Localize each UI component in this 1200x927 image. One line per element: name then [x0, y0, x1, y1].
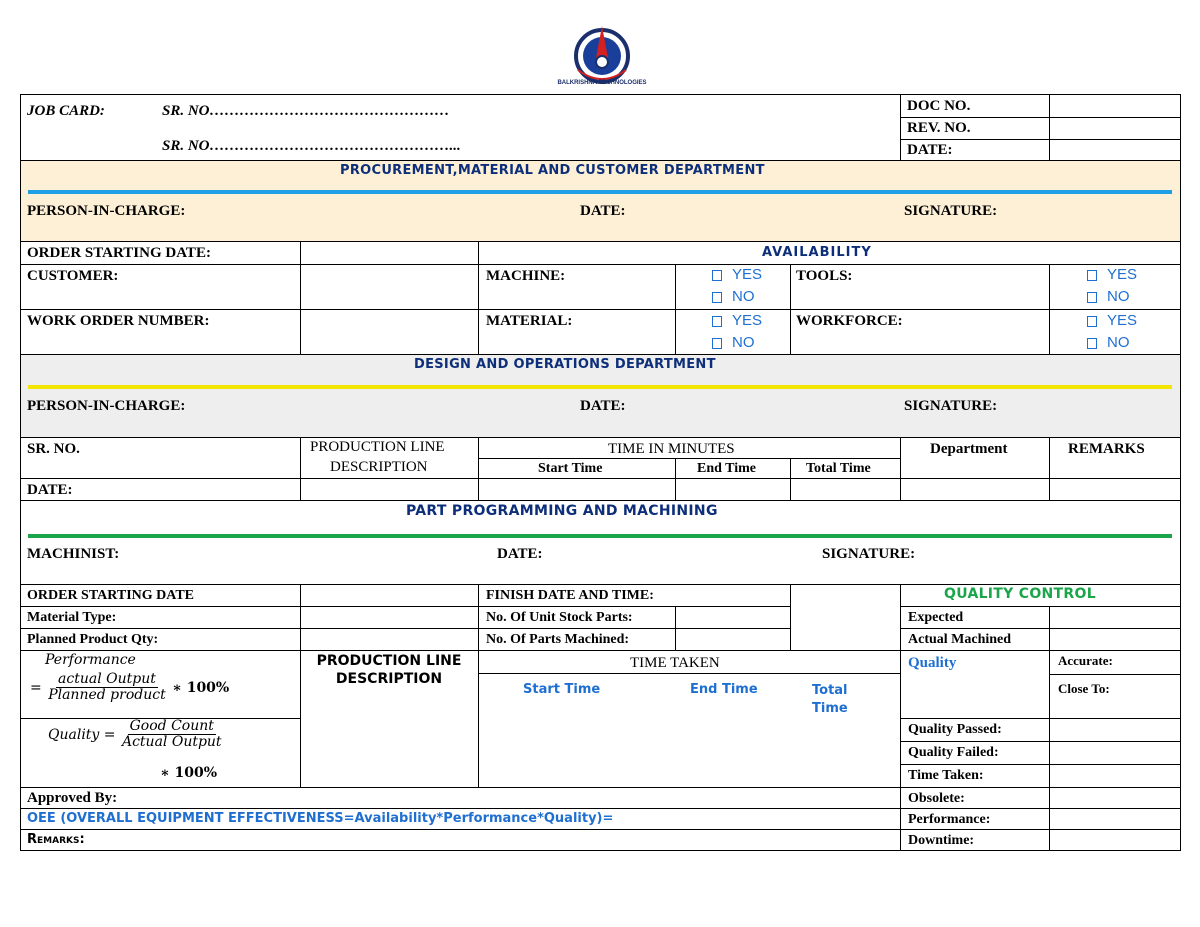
- quality-label: Quality: [908, 655, 957, 671]
- machine-no-checkbox[interactable]: NO: [712, 289, 755, 306]
- approved-by-label: Approved By:: [27, 790, 118, 806]
- performance-formula: = $\frac{\text{actual Output}}{\text{Planned product}}$ ∗ 100%: [30, 671, 230, 704]
- order-start-date-label: ORDER STARTING DATE: [27, 588, 195, 603]
- header-date-label: DATE:: [907, 142, 953, 158]
- mach-total-time-header: Total Time: [812, 683, 848, 717]
- actual-machined-label: Actual Machined: [908, 632, 1012, 647]
- work-order-label: WORK ORDER NUMBER:: [27, 313, 210, 329]
- quality-formula-mult: ∗ 100%: [160, 765, 218, 781]
- procurement-title: PROCUREMENT,MATERIAL AND CUSTOMER DEPARTMENT: [340, 163, 765, 178]
- doc-no-label: DOC NO.: [907, 98, 971, 114]
- workforce-label: WORKFORCE:: [796, 313, 903, 329]
- machining-signature-label: SIGNATURE:: [822, 546, 916, 562]
- sr-no-line-2[interactable]: SR. NO…………………………………………...: [162, 138, 461, 154]
- yellow-rule: [28, 385, 1172, 389]
- performance-label: Performance:: [908, 812, 991, 827]
- order-start-label: ORDER STARTING DATE:: [27, 245, 211, 261]
- time-in-minutes-header: TIME IN MINUTES: [608, 441, 735, 457]
- accurate-label: Accurate:: [1058, 653, 1113, 668]
- design-date-label: DATE:: [580, 398, 626, 414]
- design-title: DESIGN AND OPERATIONS DEPARTMENT: [414, 357, 716, 372]
- close-to-label: Close To:: [1058, 681, 1110, 696]
- design-person-label: PERSON-IN-CHARGE:: [27, 398, 186, 414]
- rev-no-label: REV. NO.: [907, 120, 971, 136]
- mach-end-time-header: End Time: [690, 682, 758, 697]
- performance-formula-label: Performance: [45, 652, 136, 668]
- material-type-label: Material Type:: [27, 610, 117, 625]
- quality-control-title: QUALITY CONTROL: [944, 586, 1096, 602]
- finish-date-label: FINISH DATE AND TIME:: [486, 588, 654, 603]
- machine-yes-checkbox[interactable]: YES: [712, 267, 762, 284]
- sr-no-column: SR. NO.: [27, 441, 80, 457]
- logo-caption: BALKRISHNA TECHNOLOGIES: [557, 80, 647, 86]
- end-time-header: End Time: [697, 461, 757, 476]
- start-time-header: Start Time: [538, 461, 603, 476]
- green-rule: [28, 534, 1172, 538]
- material-no-checkbox[interactable]: NO: [712, 335, 755, 352]
- production-line-header-2: DESCRIPTION: [330, 459, 428, 475]
- procurement-date-label: DATE:: [580, 203, 626, 219]
- obsolete-label: Obsolete:: [908, 791, 965, 806]
- oee-formula: OEE (OVERALL EQUIPMENT EFFECTIVENESS=Availability*Performance*Quality)=: [27, 811, 614, 826]
- procurement-signature-label: SIGNATURE:: [904, 203, 998, 219]
- mach-start-time-header: Start Time: [523, 682, 601, 697]
- production-line-header-1: PRODUCTION LINE: [310, 439, 445, 455]
- downtime-label: Downtime:: [908, 833, 975, 848]
- machining-date-label: DATE:: [497, 546, 543, 562]
- design-signature-label: SIGNATURE:: [904, 398, 998, 414]
- material-yes-checkbox[interactable]: YES: [712, 313, 762, 330]
- machine-label: MACHINE:: [486, 268, 566, 284]
- tools-no-checkbox[interactable]: NO: [1087, 289, 1130, 306]
- parts-machined-label: No. Of Parts Machined:: [486, 632, 630, 647]
- sr-no-line-1[interactable]: SR. NO…………………………………………: [162, 103, 450, 119]
- machinist-label: MACHINIST:: [27, 546, 120, 562]
- expected-label: Expected: [908, 610, 964, 625]
- quality-failed-label: Quality Failed:: [908, 745, 999, 760]
- tools-yes-checkbox[interactable]: YES: [1087, 267, 1137, 284]
- workforce-yes-checkbox[interactable]: YES: [1087, 313, 1137, 330]
- customer-label: CUSTOMER:: [27, 268, 119, 284]
- blue-rule: [28, 190, 1172, 194]
- remarks-header: REMARKS: [1068, 441, 1145, 457]
- time-taken-header: TIME TAKEN: [630, 655, 720, 671]
- availability-title: AVAILABILITY: [762, 245, 872, 260]
- department-header: Department: [930, 441, 1008, 457]
- material-label: MATERIAL:: [486, 313, 573, 329]
- remarks-label: Remarks:: [27, 832, 85, 847]
- workforce-no-checkbox[interactable]: NO: [1087, 335, 1130, 352]
- tools-label: TOOLS:: [796, 268, 853, 284]
- quality-passed-label: Quality Passed:: [908, 722, 1002, 737]
- design-date-row: DATE:: [27, 482, 73, 498]
- machining-title: PART PROGRAMMING AND MACHINING: [406, 503, 718, 519]
- production-line-description: PRODUCTION LINE DESCRIPTION: [316, 653, 462, 688]
- unit-stock-label: No. Of Unit Stock Parts:: [486, 610, 633, 625]
- planned-qty-label: Planned Product Qty:: [27, 632, 159, 647]
- time-taken-label: Time Taken:: [908, 768, 984, 783]
- total-time-header: Total Time: [806, 461, 871, 476]
- job-card-label: JOB CARD:: [27, 103, 105, 119]
- procurement-person-label: PERSON-IN-CHARGE:: [27, 203, 186, 219]
- quality-formula: Quality = $\frac{\text{Good Count}}{\text{Actual Output}}$: [48, 718, 222, 751]
